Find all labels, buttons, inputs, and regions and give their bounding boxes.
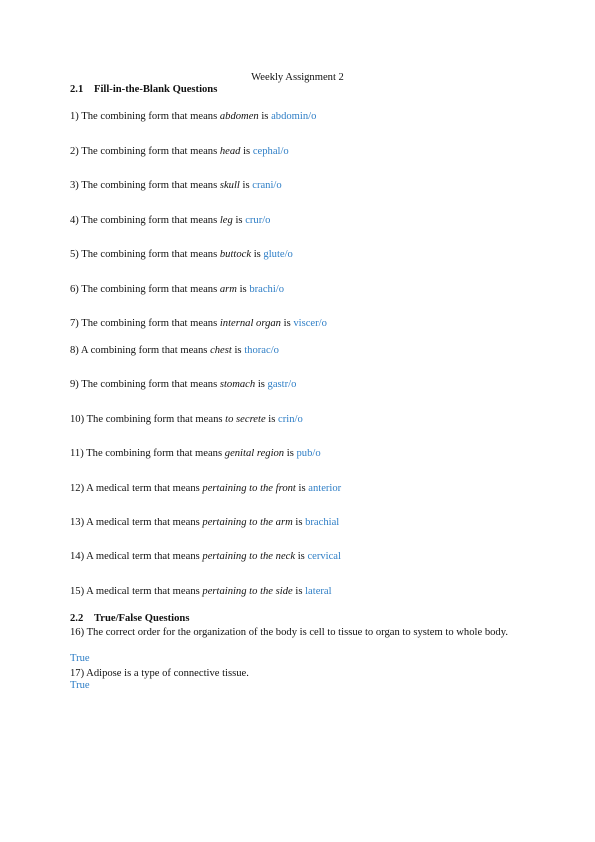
question-connector: is bbox=[251, 249, 264, 260]
question-term: leg bbox=[219, 215, 233, 226]
question-item bbox=[70, 551, 341, 562]
section-number: 2.2 bbox=[70, 613, 84, 624]
question-item bbox=[70, 517, 339, 528]
question-item bbox=[70, 345, 279, 356]
question-text: 3) The combining form that means bbox=[70, 180, 220, 191]
page-title: Weekly Assignment 2 bbox=[251, 72, 344, 83]
question-text: 1) The combining form that means bbox=[70, 111, 220, 122]
answer-text: abdomin/o bbox=[271, 111, 317, 122]
question-text: 13) A medical term that means bbox=[70, 517, 203, 528]
answer-text: pub/o bbox=[296, 448, 321, 459]
question-term: head bbox=[219, 146, 241, 157]
question-item bbox=[70, 586, 332, 597]
answer-text: crani/o bbox=[252, 180, 282, 191]
question-connector: is bbox=[265, 414, 279, 425]
question-connector: is bbox=[231, 345, 245, 356]
section-title: Fill-in-the-Blank Questions bbox=[94, 84, 218, 95]
question-term: pertaining to the neck bbox=[202, 551, 296, 562]
answer-text: anterior bbox=[308, 483, 342, 494]
true-false-question: 17) Adipose is a type of connective tissue. bbox=[70, 668, 249, 679]
question-text: 10) The combining form that means bbox=[70, 414, 226, 425]
question-connector: is bbox=[240, 146, 253, 157]
question-item bbox=[70, 111, 316, 122]
question-connector: is bbox=[255, 379, 268, 390]
question-item bbox=[70, 215, 270, 226]
section-number: 2.1 bbox=[70, 84, 84, 95]
question-item bbox=[70, 249, 293, 260]
question-connector: is bbox=[236, 284, 250, 295]
question-term: pertaining to the arm bbox=[202, 517, 293, 528]
answer-text: brachial bbox=[305, 517, 340, 528]
answer-text: cephal/o bbox=[252, 146, 289, 157]
question-connector: is bbox=[239, 180, 253, 191]
question-connector: is bbox=[295, 483, 309, 494]
answer-text: lateral bbox=[305, 586, 332, 597]
section-title: True/False Questions bbox=[94, 613, 190, 624]
question-text: 7) The combining form that means bbox=[70, 318, 220, 329]
question-connector: is bbox=[292, 517, 306, 528]
true-false-question: 16) The correct order for the organization of the body is cell to tissue to organ to system to whole body. bbox=[70, 627, 508, 638]
question-term: chest bbox=[210, 345, 232, 356]
question-item bbox=[70, 318, 327, 329]
question-item bbox=[70, 379, 296, 390]
question-term: arm bbox=[219, 284, 237, 295]
question-term: buttock bbox=[219, 249, 252, 260]
question-text: 11) The combining form that means bbox=[70, 448, 225, 459]
answer-text: crin/o bbox=[278, 414, 303, 425]
question-text: 6) The combining form that means bbox=[70, 284, 220, 295]
answer-text: gastr/o bbox=[267, 379, 297, 390]
question-text: 15) A medical term that means bbox=[70, 586, 203, 597]
question-term: to secrete bbox=[225, 414, 266, 425]
question-term: genital region bbox=[224, 448, 285, 459]
answer-text: brachi/o bbox=[249, 284, 285, 295]
question-text: 4) The combining form that means bbox=[70, 215, 220, 226]
question-term: stomach bbox=[219, 379, 256, 390]
answer-text: cervical bbox=[307, 551, 341, 562]
question-text: 2) The combining form that means bbox=[70, 146, 220, 157]
answer-text: viscer/o bbox=[293, 318, 327, 329]
question-item bbox=[70, 146, 289, 157]
answer-text: glute/o bbox=[263, 249, 293, 260]
question-text: 14) A medical term that means bbox=[70, 551, 203, 562]
true-false-answer: True bbox=[70, 680, 90, 691]
question-term: skull bbox=[219, 180, 240, 191]
question-text: 9) The combining form that means bbox=[70, 379, 220, 390]
question-item bbox=[70, 483, 341, 494]
question-connector: is bbox=[258, 111, 272, 122]
question-item bbox=[70, 180, 282, 191]
question-term: internal organ bbox=[219, 318, 281, 329]
section-heading-true-false bbox=[70, 613, 189, 624]
question-connector: is bbox=[232, 215, 246, 226]
question-connector: is bbox=[292, 586, 306, 597]
question-text: 5) The combining form that means bbox=[70, 249, 220, 260]
question-connector: is bbox=[295, 551, 308, 562]
question-item bbox=[70, 448, 321, 459]
question-term: pertaining to the front bbox=[202, 483, 296, 494]
question-text: 8) A combining form that means bbox=[70, 345, 211, 356]
question-item bbox=[70, 284, 284, 295]
question-item bbox=[70, 414, 303, 425]
answer-text: thorac/o bbox=[244, 345, 279, 356]
question-text: 12) A medical term that means bbox=[70, 483, 203, 494]
answer-text: crur/o bbox=[245, 215, 271, 226]
question-term: abdomen bbox=[219, 111, 259, 122]
question-connector: is bbox=[284, 448, 297, 459]
section-heading-fill-in bbox=[70, 84, 217, 95]
true-false-answer: True bbox=[70, 653, 90, 664]
question-term: pertaining to the side bbox=[202, 586, 293, 597]
question-connector: is bbox=[280, 318, 294, 329]
